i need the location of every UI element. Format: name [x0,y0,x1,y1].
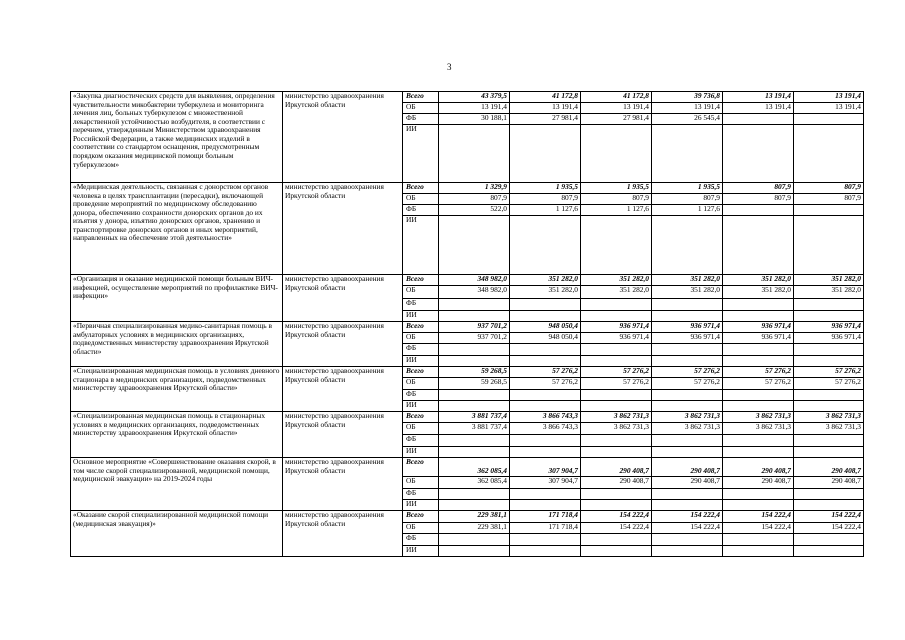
amount-cell: 3 862 731,3 [723,412,794,423]
amount-cell: 171 718,4 [510,511,581,523]
amount-cell: 13 191,4 [581,103,652,114]
amount-cell: 936 971,4 [581,322,652,333]
amount-cell: 1 935,5 [581,183,652,194]
amount-cell [581,500,652,511]
amount-cell: 937 701,2 [439,333,510,344]
funding-source: ИИ [403,447,439,458]
amount-cell: 3 881 737,4 [439,412,510,423]
amount-cell [723,447,794,458]
amount-cell [794,205,864,216]
amount-cell [510,534,581,546]
funding-source: ФБ [403,435,439,447]
responsible-organization: министерство здравоохранения Иркутской области [283,322,403,367]
amount-cell: 229 381,1 [439,511,510,523]
funding-source: ОБ [403,333,439,344]
table-row [71,322,864,333]
amount-cell: 948 050,4 [510,333,581,344]
amount-cell [794,356,864,367]
amount-cell: 154 222,4 [723,523,794,534]
funding-source: Всего [403,275,439,286]
amount-cell [794,216,864,275]
amount-cell: 307 904,7 [510,477,581,489]
amount-cell: 57 276,2 [794,367,864,378]
amount-cell [652,435,723,447]
amount-cell: 807,9 [794,194,864,205]
amount-cell: 57 276,2 [510,367,581,378]
amount-cell: 351 282,0 [652,286,723,299]
amount-cell: 3 862 731,3 [581,423,652,435]
amount-cell [652,216,723,275]
amount-cell: 154 222,4 [723,511,794,523]
amount-cell [723,390,794,401]
amount-cell: 13 191,4 [510,103,581,114]
amount-cell [794,299,864,311]
amount-cell: 1 127,6 [652,205,723,216]
amount-cell [439,401,510,412]
amount-cell [723,489,794,500]
amount-cell: 1 935,5 [652,183,723,194]
amount-cell [439,299,510,311]
measure-description: Основное мероприятие «Совершенствование оказания скорой, в том числе скорой специализированной, медицинской помощи, медицинской эвакуации» на 2019-2024 годы [71,458,283,511]
funding-source: ОБ [403,523,439,534]
measure-description: «Специализированная медицинская помощь в условиях дневного стационара в медицинских организациях, подведомственных министерству здравоохранения Иркутской области» [71,367,283,412]
amount-cell: 59 268,5 [439,378,510,390]
amount-cell [723,546,794,557]
amount-cell [652,311,723,322]
amount-cell [510,299,581,311]
funding-source: ОБ [403,194,439,205]
funding-source: ИИ [403,401,439,412]
funding-source: Всего [403,511,439,523]
amount-cell [794,401,864,412]
amount-cell [794,546,864,557]
amount-cell: 13 191,4 [723,103,794,114]
amount-cell [794,114,864,125]
funding-source: Всего [403,412,439,423]
amount-cell [439,390,510,401]
amount-cell: 26 545,4 [652,114,723,125]
amount-cell: 936 971,4 [794,333,864,344]
amount-cell [794,500,864,511]
amount-cell [794,435,864,447]
amount-cell: 154 222,4 [581,523,652,534]
responsible-organization: министерство здравоохранения Иркутской области [283,183,403,275]
amount-cell: 27 981,4 [510,114,581,125]
amount-cell: 348 982,0 [439,286,510,299]
funding-source: Всего [403,322,439,333]
amount-cell: 351 282,0 [723,275,794,286]
amount-cell: 59 268,5 [439,367,510,378]
amount-cell [581,447,652,458]
amount-cell: 290 408,7 [794,477,864,489]
amount-cell [794,489,864,500]
table-row [71,183,864,194]
funding-source: ОБ [403,378,439,390]
funding-source: ИИ [403,216,439,275]
amount-cell: 1 329,9 [439,183,510,194]
amount-cell: 290 408,7 [652,477,723,489]
amount-cell: 936 971,4 [581,333,652,344]
amount-cell [581,125,652,183]
responsible-organization: министерство здравоохранения Иркутской области [283,511,403,557]
measure-description: «Первичная специализированная медико-санитарная помощь в амбулаторных условиях в медицинских организациях, подведомственных министерству здравоохранения Иркутской области» [71,322,283,367]
amount-cell: 948 050,4 [510,322,581,333]
amount-cell [652,534,723,546]
amount-cell [581,435,652,447]
amount-cell [794,447,864,458]
amount-cell [723,311,794,322]
amount-cell [439,311,510,322]
funding-source: ФБ [403,489,439,500]
amount-cell: 3 862 731,3 [652,423,723,435]
amount-cell: 57 276,2 [652,367,723,378]
amount-cell: 936 971,4 [723,333,794,344]
amount-cell [723,435,794,447]
amount-cell [510,356,581,367]
table-row [71,275,864,286]
table-row [71,92,864,103]
amount-cell: 30 188,1 [439,114,510,125]
amount-cell: 807,9 [510,194,581,205]
amount-cell: 13 191,4 [794,92,864,103]
amount-cell: 1 127,6 [581,205,652,216]
funding-source: ФБ [403,114,439,125]
table-row [71,511,864,523]
amount-cell [723,299,794,311]
amount-cell: 3 862 731,3 [581,412,652,423]
amount-cell [723,205,794,216]
amount-cell: 807,9 [652,194,723,205]
amount-cell: 229 381,1 [439,523,510,534]
amount-cell [723,216,794,275]
responsible-organization: министерство здравоохранения Иркутской области [283,412,403,458]
amount-cell: 154 222,4 [794,523,864,534]
amount-cell: 290 408,7 [723,458,794,477]
amount-cell [439,435,510,447]
amount-cell [723,344,794,356]
amount-cell [581,299,652,311]
amount-cell: 57 276,2 [723,367,794,378]
amount-cell: 937 701,2 [439,322,510,333]
amount-cell: 27 981,4 [581,114,652,125]
amount-cell [510,489,581,500]
amount-cell [510,216,581,275]
amount-cell [510,344,581,356]
funding-source: ФБ [403,390,439,401]
amount-cell [723,114,794,125]
page-number: 3 [447,62,452,72]
amount-cell [510,447,581,458]
amount-cell: 3 862 731,3 [723,423,794,435]
funding-source: ФБ [403,299,439,311]
amount-cell [723,534,794,546]
funding-source: ИИ [403,546,439,557]
amount-cell [581,546,652,557]
amount-cell [652,356,723,367]
funding-source: ИИ [403,356,439,367]
amount-cell: 351 282,0 [794,286,864,299]
amount-cell [439,216,510,275]
amount-cell [439,534,510,546]
amount-cell [723,500,794,511]
amount-cell [581,311,652,322]
amount-cell: 3 862 731,3 [652,412,723,423]
amount-cell: 351 282,0 [723,286,794,299]
amount-cell: 3 881 737,4 [439,423,510,435]
amount-cell [794,311,864,322]
amount-cell: 171 718,4 [510,523,581,534]
funding-source: Всего [403,367,439,378]
funding-source: ФБ [403,344,439,356]
amount-cell: 57 276,2 [581,367,652,378]
measure-description: «Специализированная медицинская помощь в стационарных условиях в медицинских организациях, подведомственных министерству здравоохранения Иркутской области» [71,412,283,458]
funding-source: ОБ [403,423,439,435]
amount-cell [723,401,794,412]
amount-cell: 290 408,7 [581,458,652,477]
amount-cell: 290 408,7 [581,477,652,489]
amount-cell: 57 276,2 [510,378,581,390]
amount-cell [439,356,510,367]
amount-cell [581,401,652,412]
amount-cell: 807,9 [581,194,652,205]
amount-cell: 57 276,2 [581,378,652,390]
measure-description: «Организация и оказание медицинской помощи больным ВИЧ-инфекцией, осуществление мероприятий по профилактике ВИЧ-инфекции» [71,275,283,322]
funding-source: ИИ [403,311,439,322]
table-body [71,92,864,557]
amount-cell: 154 222,4 [652,511,723,523]
amount-cell: 3 866 743,3 [510,423,581,435]
amount-cell: 1 935,5 [510,183,581,194]
responsible-organization: министерство здравоохранения Иркутской области [283,367,403,412]
amount-cell: 13 191,4 [652,103,723,114]
funding-source: ИИ [403,125,439,183]
amount-cell: 154 222,4 [581,511,652,523]
amount-cell [581,534,652,546]
amount-cell: 154 222,4 [652,523,723,534]
responsible-organization: министерство здравоохранения Иркутской области [283,275,403,322]
amount-cell [581,489,652,500]
amount-cell: 154 222,4 [794,511,864,523]
amount-cell: 936 971,4 [794,322,864,333]
amount-cell [652,299,723,311]
amount-cell [794,344,864,356]
amount-cell: 13 191,4 [723,92,794,103]
funding-source: ОБ [403,477,439,489]
amount-cell: 936 971,4 [723,322,794,333]
amount-cell [510,500,581,511]
amount-cell: 936 971,4 [652,322,723,333]
amount-cell [652,125,723,183]
amount-cell [510,435,581,447]
amount-cell [794,390,864,401]
amount-cell: 57 276,2 [723,378,794,390]
amount-cell [439,125,510,183]
amount-cell: 807,9 [723,183,794,194]
amount-cell: 351 282,0 [510,275,581,286]
amount-cell: 351 282,0 [581,275,652,286]
funding-source: ОБ [403,286,439,299]
amount-cell [652,390,723,401]
amount-cell [652,401,723,412]
amount-cell [510,401,581,412]
amount-cell: 351 282,0 [510,286,581,299]
amount-cell [652,344,723,356]
amount-cell: 13 191,4 [794,103,864,114]
amount-cell [439,447,510,458]
amount-cell: 807,9 [723,194,794,205]
amount-cell: 57 276,2 [794,378,864,390]
amount-cell: 290 408,7 [723,477,794,489]
amount-cell [723,125,794,183]
amount-cell [510,546,581,557]
amount-cell [510,125,581,183]
amount-cell: 362 085,4 [439,458,510,477]
amount-cell: 351 282,0 [581,286,652,299]
amount-cell: 3 862 731,3 [794,412,864,423]
funding-source: ОБ [403,103,439,114]
amount-cell: 290 408,7 [794,458,864,477]
amount-cell [652,500,723,511]
amount-cell: 936 971,4 [652,333,723,344]
amount-cell [581,390,652,401]
funding-source: ФБ [403,534,439,546]
budget-table [70,91,864,557]
funding-source: Всего [403,458,439,477]
amount-cell: 351 282,0 [652,275,723,286]
amount-cell [439,489,510,500]
funding-source: ФБ [403,205,439,216]
responsible-organization: министерство здравоохранения Иркутской области [283,458,403,511]
amount-cell [794,534,864,546]
amount-cell: 3 866 743,3 [510,412,581,423]
funding-source: Всего [403,92,439,103]
amount-cell: 307 904,7 [510,458,581,477]
amount-cell: 41 172,8 [510,92,581,103]
amount-cell [652,447,723,458]
responsible-organization: министерство здравоохранения Иркутской области [283,92,403,183]
amount-cell: 290 408,7 [652,458,723,477]
amount-cell: 522,0 [439,205,510,216]
measure-description: «Медицинская деятельность, связанная с донорством органов человека в целях трансплантации (пересадки), включающей проведение мероприятий по медицинскому обследованию донора, обеспечению сохранности донорских органов до их изъятия у донора, изъятию донорских органов, хранению и транспортировке донорских органов и иных мероприятий, направленных на обеспечение этой деятельности» [71,183,283,275]
table-row [71,458,864,477]
amount-cell [652,546,723,557]
amount-cell: 351 282,0 [794,275,864,286]
amount-cell: 41 172,8 [581,92,652,103]
amount-cell: 1 127,6 [510,205,581,216]
amount-cell [723,356,794,367]
amount-cell: 348 982,0 [439,275,510,286]
amount-cell [439,546,510,557]
amount-cell [652,489,723,500]
amount-cell [794,125,864,183]
funding-source: ИИ [403,500,439,511]
amount-cell [439,344,510,356]
measure-description: «Закупка диагностических средств для выявления, определения чувствительности микобактерии туберкулеза и мониторинга лечения лиц, больных туберкулезом с множественной лекарственной устойчивостью возбудителя, в соответствии с перечнем, утвержденным Министерством здравоохранения Российской Федерации, а также медицинских изделий в соответствии со стандартом оснащения, предусмотренным порядком оказания медицинской помощи больным туберкулезом» [71,92,283,183]
amount-cell [439,500,510,511]
amount-cell: 807,9 [794,183,864,194]
amount-cell [581,216,652,275]
amount-cell: 43 379,5 [439,92,510,103]
table-row [71,412,864,423]
amount-cell [510,390,581,401]
amount-cell [581,356,652,367]
amount-cell: 57 276,2 [652,378,723,390]
amount-cell [581,344,652,356]
measure-description: «Оказание скорой специализированной медицинской помощи (медицинская эвакуация)» [71,511,283,557]
funding-source: Всего [403,183,439,194]
amount-cell: 39 736,8 [652,92,723,103]
amount-cell: 3 862 731,3 [794,423,864,435]
amount-cell: 362 085,4 [439,477,510,489]
table-row [71,367,864,378]
amount-cell [510,311,581,322]
amount-cell: 13 191,4 [439,103,510,114]
amount-cell: 807,9 [439,194,510,205]
